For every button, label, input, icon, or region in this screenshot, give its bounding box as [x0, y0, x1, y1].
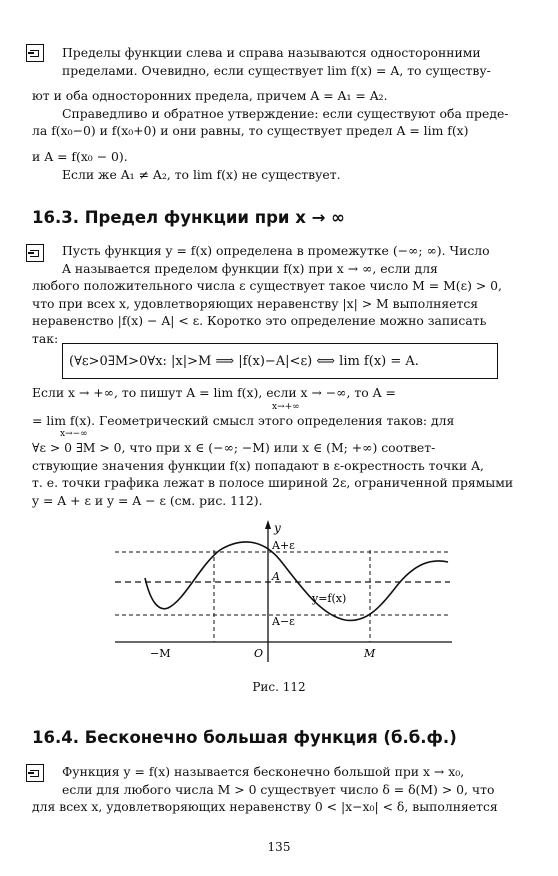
text-line: A называется пределом функции f(x) при x → ∞, если для: [62, 260, 438, 276]
text-line: Функция y = f(x) называется бесконечно большой при x → x₀,: [62, 764, 465, 779]
lower-label: A−ε: [272, 615, 295, 628]
text-line: Если же A₁ ≠ A₂, то lim f(x) не существует.: [62, 166, 341, 182]
limit-subscript: x→−∞: [60, 429, 88, 440]
figure-caption: Рис. 112: [252, 680, 306, 694]
text-line: Справедливо и обратное утверждение: если существуют оба преде-: [62, 105, 509, 121]
text-line: если для любого числа M > 0 существует число δ = δ(M) > 0, что: [62, 781, 495, 797]
a-label: A: [272, 570, 280, 583]
paragraph-infinite-function: [32, 763, 528, 816]
text-line: Пусть функция y = f(x) определена в промежутке (−∞; ∞). Число: [62, 243, 490, 258]
section-title: 16.3. Предел функции при x → ∞: [32, 208, 345, 227]
y-axis-arrow: [265, 520, 271, 529]
text-line: неравенство |f(x) − A| < ε. Коротко это определение можно записать: [32, 313, 487, 329]
boxed-formula: [62, 343, 498, 379]
text-line: любого положительного числа ε существует такое число M = M(ε) > 0,: [32, 278, 502, 294]
limit-subscript: x→+∞: [272, 401, 300, 412]
text-line: y = A + ε и y = A − ε (см. рис. 112).: [32, 492, 263, 508]
text-line: = lim f(x). Геометрический смысл этого определения таков: для: [32, 412, 455, 428]
text-line: ют и оба односторонних предела, причем A = A₁ = A₂.: [32, 88, 388, 104]
curve-label: y=f(x): [312, 592, 347, 605]
y-label: y: [274, 521, 281, 535]
text-line: Если x → +∞, то пишут A = lim f(x), если x → −∞, то A =: [32, 385, 396, 400]
paragraph-geometric-meaning: [32, 384, 528, 510]
page-number: 135: [267, 840, 291, 854]
paragraph-one-sided-limits: [32, 44, 528, 183]
figure-112: [0, 520, 558, 670]
m-label: M: [364, 647, 376, 660]
text-line: ла f(x₀−0) и f(x₀+0) и они равны, то существует предел A = lim f(x): [32, 123, 469, 139]
paragraph-definition: [32, 242, 528, 348]
text-line: ствующие значения функции f(x) попадают в ε-окрестность точки A,: [32, 457, 484, 473]
text-line: и A = f(x₀ − 0).: [32, 148, 128, 164]
upper-label: A+ε: [272, 539, 295, 552]
origin-label: O: [254, 647, 264, 660]
text-line: т. е. точки графика лежат в полосе шириной 2ε, ограниченной прямыми: [32, 475, 514, 491]
neg-m-label: −M: [150, 647, 171, 660]
text-line: ∀ε > 0 ∃M > 0, что при x ∈ (−∞; −M) или x ∈ (M; +∞) соответ-: [32, 440, 436, 456]
formula-text: (∀ε>0∃M>0∀x: |x|>M ⟹ |f(x)−A|<ε) ⟺ lim f(x) = A.: [69, 354, 419, 369]
text-line: что при всех x, удовлетворяющих неравенству |x| > M выполняется: [32, 295, 479, 311]
section-title: 16.4. Бесконечно большая функция (б.б.ф.): [32, 728, 457, 747]
text-line: пределами. Очевидно, если существует lim f(x) = A, то существу-: [62, 62, 491, 78]
text-line: для всех x, удовлетворяющих неравенству 0 < |x−x₀| < δ, выполняется: [32, 799, 498, 815]
function-curve: [145, 542, 448, 620]
text-line: так:: [32, 330, 59, 346]
text-line: Пределы функции слева и справа называются односторонними: [62, 45, 481, 60]
